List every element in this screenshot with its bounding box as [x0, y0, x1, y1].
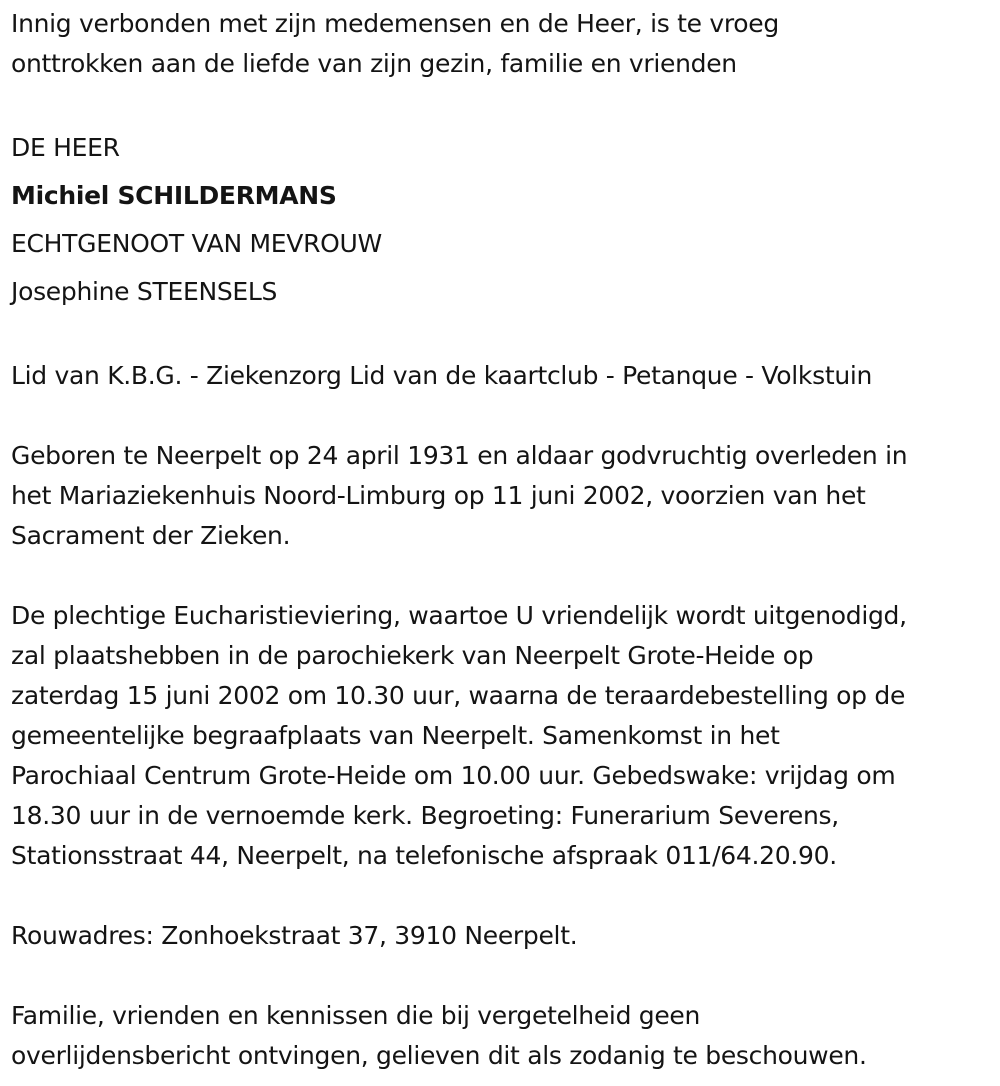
ceremony-line: zal plaatshebben in de parochiekerk van Neerpelt Grote-Heide op	[11, 641, 814, 670]
ceremony-line: De plechtige Eucharistieviering, waartoe U vriendelijk wordt uitgenodigd,	[11, 601, 907, 630]
memberships: Lid van K.B.G. - Ziekenzorg Lid van de kaartclub - Petanque - Volkstuin	[11, 361, 873, 390]
spacer	[11, 84, 996, 124]
deceased-name: Michiel SCHILDERMANS	[11, 181, 337, 210]
ceremony-paragraph	[11, 596, 996, 876]
ceremony-line: Parochiaal Centrum Grote-Heide om 10.00 uur. Gebedswake: vrijdag om	[11, 761, 896, 790]
intro-paragraph	[11, 4, 996, 84]
birth-death-line: het Mariaziekenhuis Noord-Limburg op 11 juni 2002, voorzien van het	[11, 481, 866, 510]
spacer	[11, 556, 996, 596]
ceremony-line: gemeentelijke begraafplaats van Neerpelt. Samenkomst in het	[11, 721, 780, 750]
intro-line: onttrokken aan de liefde van zijn gezin, familie en vrienden	[11, 49, 737, 78]
ceremony-line: Stationsstraat 44, Neerpelt, na telefonische afspraak 011/64.20.90.	[11, 841, 837, 870]
obituary-notice	[11, 4, 996, 1076]
birth-death-line: Geboren te Neerpelt op 24 april 1931 en aldaar godvruchtig overleden in	[11, 441, 908, 470]
spacer	[11, 396, 996, 436]
closing-line: Familie, vrienden en kennissen die bij vergetelheid geen	[11, 1001, 701, 1030]
birth-death-line: Sacrament der Zieken.	[11, 521, 291, 550]
closing-paragraph	[11, 996, 996, 1076]
intro-line: Innig verbonden met zijn medemensen en de Heer, is te vroeg	[11, 9, 779, 38]
deceased-relation: ECHTGENOOT VAN MEVROUW	[11, 229, 382, 258]
birth-death-paragraph	[11, 436, 996, 556]
ceremony-line: zaterdag 15 juni 2002 om 10.30 uur, waarna de teraardebestelling op de	[11, 681, 906, 710]
closing-line: overlijdensbericht ontvingen, gelieven dit als zodanig te beschouwen.	[11, 1041, 867, 1070]
spacer	[11, 876, 996, 916]
spacer	[11, 316, 996, 356]
spouse-name: Josephine STEENSELS	[11, 277, 278, 306]
deceased-title: DE HEER	[11, 133, 120, 162]
spacer	[11, 956, 996, 996]
mourning-address: Rouwadres: Zonhoekstraat 37, 3910 Neerpelt.	[11, 921, 578, 950]
ceremony-line: 18.30 uur in de vernoemde kerk. Begroeting: Funerarium Severens,	[11, 801, 839, 830]
deceased-block	[11, 124, 996, 316]
